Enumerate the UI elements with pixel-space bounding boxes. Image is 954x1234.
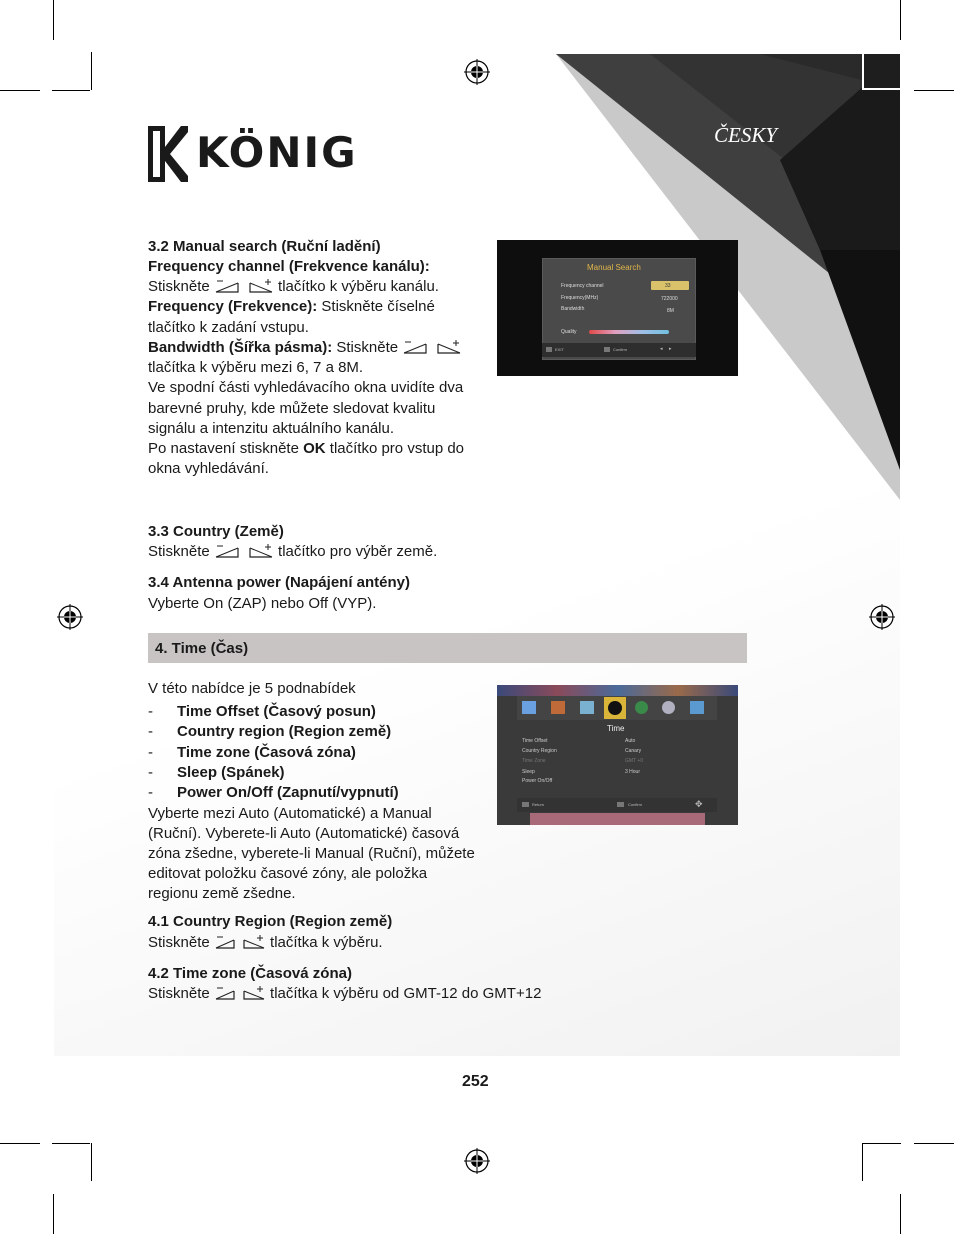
list-dash: -	[148, 784, 153, 802]
crop-mark	[91, 52, 92, 90]
paragraph-line: barevné pruhy, kde můžete sledovat kvalitu	[148, 400, 436, 417]
setting-label: Country Region	[522, 748, 557, 754]
list-item	[148, 763, 399, 783]
ok-line	[148, 439, 464, 459]
list-item	[148, 722, 399, 742]
setting-value: Canary	[625, 748, 642, 754]
ok-key-icon	[604, 347, 610, 352]
crop-mark	[91, 1143, 92, 1181]
paragraph-line: zóna zšedne, vyberete-li Manual (Ruční), můžete	[148, 845, 475, 862]
crop-mark	[53, 1194, 54, 1234]
paragraph-line: (Ruční). Vyberete-li Auto (Automatické) časová	[148, 825, 460, 842]
press-text: Stiskněte	[336, 339, 399, 356]
list-dash: -	[148, 723, 153, 741]
list-dash: -	[148, 743, 153, 761]
list-dash: -	[148, 703, 153, 720]
setting-value: 3 Hour	[625, 769, 641, 775]
konig-logo-icon	[148, 126, 188, 182]
frequency-line-2: tlačítko k zadání vstupu.	[148, 319, 309, 336]
setting-label: Frequency(MHz)	[561, 295, 599, 301]
minus-plus-keys-icon	[214, 986, 266, 1000]
bandwidth-line	[148, 338, 462, 358]
brand-wordmark: KÖNIG	[196, 128, 358, 177]
time-zone-line	[148, 984, 541, 1004]
list-dash: -	[148, 763, 153, 781]
frequency-label: Frequency (Frekvence):	[148, 298, 318, 315]
press-text: Stiskněte	[148, 543, 210, 560]
list-item	[148, 783, 399, 803]
setting-label: Time Zone	[522, 758, 546, 764]
section-3-2-heading: 3.2 Manual search (Ruční ladění)	[148, 238, 381, 255]
minus-plus-keys-icon	[214, 279, 274, 293]
confirm-label: Confirm	[628, 802, 643, 807]
country-region-text: tlačítka k výběru.	[270, 934, 383, 951]
registration-mark-icon	[57, 604, 83, 630]
country-text: tlačítko pro výběr země.	[278, 543, 438, 560]
bandwidth-line-2: tlačítka k výběru mezi 6, 7 a 8M.	[148, 359, 364, 376]
list-item-text: Time Offset (Časový posun)	[177, 703, 376, 720]
return-label: Return	[532, 802, 545, 807]
freq-channel-line	[148, 277, 439, 297]
list-item	[148, 702, 399, 722]
setting-label: Time Offset	[522, 738, 548, 744]
settings-icon	[690, 701, 704, 714]
section-4-1-heading: 4.1 Country Region (Region země)	[148, 913, 393, 930]
screenshot-bottom-strip	[530, 813, 705, 825]
crop-mark	[900, 0, 901, 40]
time-zone-text: tlačítka k výběru od GMT-12 do GMT+12	[270, 985, 542, 1002]
section-4-heading-bar	[148, 633, 747, 663]
exit-key-icon	[546, 347, 552, 352]
search-icon	[580, 701, 594, 714]
crop-mark	[0, 1143, 40, 1144]
country-line	[148, 542, 437, 562]
manual-search-screenshot	[497, 240, 738, 376]
antenna-text: Vyberte On (ZAP) nebo Off (VYP).	[148, 595, 377, 612]
paragraph-line: regionu země zšedne.	[148, 885, 296, 902]
setting-label: Sleep	[522, 769, 535, 775]
registration-mark-icon	[869, 604, 895, 630]
manual-search-footer	[542, 343, 696, 357]
registration-mark-icon	[464, 59, 490, 85]
time-icon	[604, 697, 626, 719]
ok-key: OK	[303, 440, 326, 457]
paragraph-line: okna vyhledávání.	[148, 460, 269, 477]
crop-mark	[862, 1143, 863, 1181]
setting-label: Bandwidth	[561, 306, 585, 312]
minus-plus-keys-icon	[214, 544, 274, 558]
setting-label: Frequency channel	[561, 283, 604, 289]
frequency-line	[148, 297, 435, 317]
paragraph-line: signálu a intenzitu aktuálního kanálu.	[148, 420, 395, 437]
setting-value: GMT +0	[625, 758, 644, 764]
exit-label: EXIT	[555, 347, 564, 352]
crop-mark	[863, 1143, 901, 1144]
country-region-line	[148, 933, 383, 953]
setting-value: 8M	[667, 308, 674, 314]
crop-mark	[53, 0, 54, 40]
section-3-3-heading: 3.3 Country (Země)	[148, 523, 284, 540]
list-item-text: Time zone (Časová zóna)	[177, 743, 356, 761]
ok-key-icon	[617, 802, 624, 807]
ok-post-text: tlačítko pro vstup do	[329, 440, 465, 457]
paragraph-line: editovat položku časové zóny, ale položka	[148, 865, 428, 882]
list-item	[148, 743, 399, 763]
screenshot-top-strip	[497, 685, 738, 696]
language-label: ČESKY	[714, 123, 778, 147]
time-menu-screenshot	[497, 685, 738, 825]
press-text: Stiskněte	[148, 985, 210, 1002]
crop-mark	[52, 90, 90, 91]
crop-mark	[900, 1194, 901, 1234]
arrow-right-icon: ▸	[669, 346, 672, 352]
section-4-heading: 4. Time (Čas)	[155, 640, 249, 657]
paragraph-line: Ve spodní části vyhledávacího okna uvidíte dva	[148, 379, 464, 396]
time-title: Time	[607, 724, 625, 733]
crop-mark	[0, 90, 40, 91]
press-text: Stiskněte	[148, 278, 210, 295]
minus-plus-keys-icon	[214, 935, 266, 949]
crop-mark	[52, 1143, 90, 1144]
time-submenu-list	[148, 702, 399, 803]
registration-mark-icon	[464, 1148, 490, 1174]
konig-logo	[148, 126, 358, 182]
freq-channel-label: Frequency channel (Frekvence kanálu):	[148, 258, 430, 275]
quality-bar	[589, 330, 669, 334]
time-footer	[517, 798, 717, 812]
confirm-label: Confirm	[613, 347, 628, 352]
ok-pre-text: Po nastavení stiskněte	[148, 440, 299, 457]
picture-icon	[551, 701, 565, 714]
list-item-text: Country region (Region země)	[177, 723, 392, 741]
minus-plus-keys-icon	[402, 340, 462, 354]
setting-value: 722000	[661, 296, 678, 302]
press-text: Stiskněte	[148, 934, 210, 951]
setting-value: 33	[665, 283, 671, 289]
crop-mark	[914, 90, 954, 91]
section-3-4-heading: 3.4 Antenna power (Napájení antény)	[148, 574, 410, 591]
disc-icon	[662, 701, 675, 714]
crop-mark	[914, 1143, 954, 1144]
globe-icon	[635, 701, 648, 714]
frequency-text: Stiskněte číselné	[321, 298, 435, 315]
list-item-text: Power On/Off (Zapnutí/vypnutí)	[177, 784, 399, 802]
navigation-arrows-icon: ✥	[695, 799, 703, 809]
menu-icon-bar	[517, 696, 717, 720]
return-key-icon	[522, 802, 529, 807]
tv-icon	[522, 701, 536, 714]
freq-channel-text: tlačítko k výběru kanálu.	[278, 278, 439, 295]
arrow-left-icon: ◂	[660, 346, 663, 352]
quality-label: Quality	[561, 329, 577, 335]
section-4-2-heading: 4.2 Time zone (Časová zóna)	[148, 965, 352, 982]
bandwidth-label: Bandwidth (Šířka pásma):	[148, 339, 333, 356]
paragraph-line: Vyberte mezi Auto (Automatické) a Manual	[148, 805, 432, 822]
page-number: 252	[462, 1073, 489, 1090]
list-item-text: Sleep (Spánek)	[177, 763, 285, 781]
manual-search-title: Manual Search	[587, 263, 641, 272]
setting-label: Power On/Off	[522, 778, 553, 784]
time-intro: V této nabídce je 5 podnabídek	[148, 680, 356, 697]
setting-value: Auto	[625, 738, 636, 744]
